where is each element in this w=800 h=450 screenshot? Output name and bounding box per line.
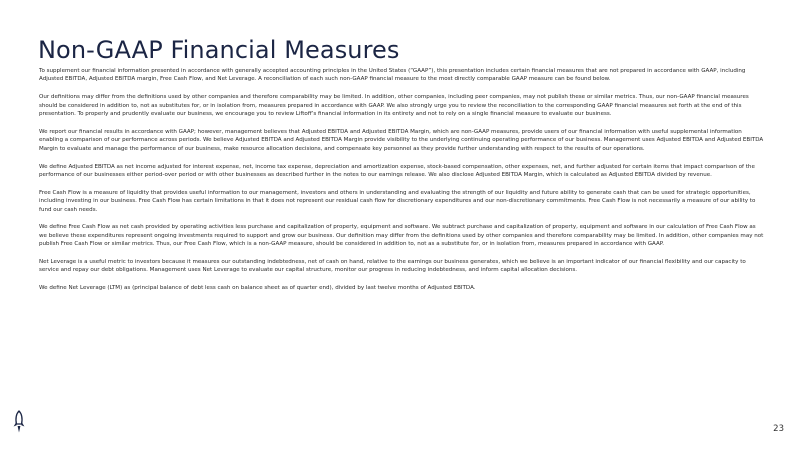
rocket-logo-icon bbox=[12, 410, 26, 434]
page-number: 23 bbox=[773, 424, 784, 434]
paragraph-free-cash-flow-definition: We define Free Cash Flow as net cash provided by operating activities less purchase and capitalization of property, equipment and software. We subtract purchase and capitalization of property, equipment and software in our calculation of Free Cash Flow as we believe these expenditures represent ongoing investments required to support and grow our business. Our definition may differ from the definitions used by other companies and therefore comparability may be limited. In addition, other companies may not publish Free Cash Flow or similar metrics. Thus, our Free Cash Flow, which is a non-GAAP measure, should be considered in addition to, not as a substitute for, or in isolation from, measures prepared in accordance with GAAP. bbox=[39, 224, 764, 248]
paragraph-net-leverage-rationale: Net Leverage is a useful metric to investors because it measures our outstanding indebtedness, net of cash on hand, relative to the earnings our business generates, which we believe is an important indicator of our financial flexibility and our capacity to service and repay our debt obligations. Management uses Net Leverage to evaluate our capital structure, monitor our progress in reducing indebtedness, and inform capital allocation decisions. bbox=[39, 259, 746, 274]
paragraph-net-leverage-definition: We define Net Leverage (LTM) as (principal balance of debt less cash on balance sheet as of quarter end), divided by last twelve months of Adjusted EBITDA. bbox=[39, 285, 476, 292]
body-text bbox=[39, 67, 764, 302]
page-title: Non-GAAP Financial Measures bbox=[38, 36, 400, 65]
paragraph-definitions: Our definitions may differ from the definitions used by other companies and therefore comparability may be limited. In addition, other companies, including peer companies, may not publish these or similar metrics. Thus, our non-GAAP financial measures should be considered in addition to, not as substitutes for, or in isolation from, measures prepared in accordance with GAAP. We also strongly urge you to review the reconciliation to the corresponding GAAP financial measures set forth at the end of this presentation. To properly and prudently evaluate our business, we encourage you to review Liftoff’s financial information in its entirety and not to rely on a single financial measure to evaluate our business. bbox=[39, 94, 749, 117]
paragraph-free-cash-flow-rationale: Free Cash Flow is a measure of liquidity that provides useful information to our management, investors and others in understanding and evaluating the strength of our liquidity and future ability to generate cash that can be used for strategic opportunities, including investing in our business. Free Cash Flow has certain limitations in that it does not represent our residual cash flow for discretionary expenditures and our non-discretionary commitments. Free Cash Flow is not necessarily a measure of our ability to fund our cash needs. bbox=[39, 189, 756, 213]
paragraph-adjusted-ebitda-definition: We define Adjusted EBITDA as net income adjusted for interest expense, net, income tax expense, depreciation and amortization expense, stock-based compensation, other expenses, net, and further adjusted for certain items that impact comparison of the performance of our businesses either period-over period or with other businesses as described further in the notes to our earnings release. We also disclose Adjusted EBITDA Margin, which is calculated as Adjusted EBITDA divided by revenue. bbox=[39, 163, 755, 178]
paragraph-intro: To supplement our financial information presented in accordance with generally accepted accounting principles in the United States (“GAAP”), this presentation includes certain financial measures that are not prepared in accordance with GAAP, including Adjusted EBITDA, Adjusted EBITDA margin, Free Cash Flow, and Net Leverage. A reconciliation of each such non-GAAP financial measure to the most directly comparable GAAP measure can be found below. bbox=[39, 68, 746, 83]
paragraph-adjusted-ebitda-rationale: We report our financial results in accordance with GAAP; however, management believes that Adjusted EBITDA and Adjusted EBITDA Margin, which are non-GAAP measures, provide users of our financial information with useful supplemental information enabling a comparison of our performance across periods. We believe Adjusted EBITDA and Adjusted EBITDA Margin provide visibility to the underlying continuing operating performance of our business. Management uses Adjusted EBITDA and Adjusted EBITDA Margin to evaluate and manage the performance of our business, make resource allocation decisions, and compensate key personnel as they provide further understanding with respect to the results of our operations. bbox=[39, 128, 764, 152]
